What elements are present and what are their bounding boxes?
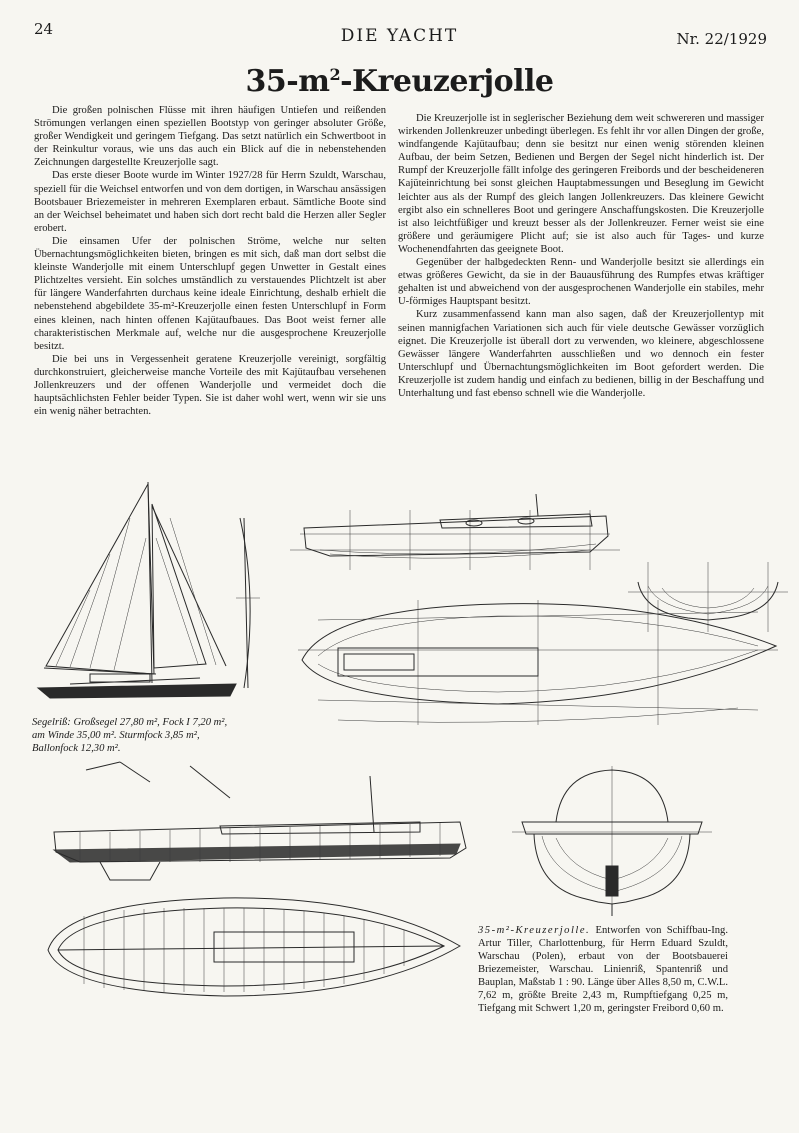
paragraph: Gegenüber der halbgedeckten Renn- und Wanderjolle besitzt sie allerdings ein etwas größeres Gewicht, da sie in der Bauausführung des Rumpfes etwas kräftiger gehalten ist und abweichend von der ausgesprochenen Wanderjolle ein stabiles, mehr U-förmiges Hauptspant besitzt. [398, 257, 764, 308]
lines-plan-profile [290, 490, 620, 580]
construction-plan-view [44, 892, 464, 1002]
left-column [34, 104, 386, 418]
caption-line: Ballonfock 12,30 m². [32, 743, 121, 754]
paragraph: Die Kreuzerjolle ist in seglerischer Beziehung dem weit schwereren und massiger wirkenden Jollenkreuzer unbedingt überlegen. Es fehlt ihr vor allen Dingen der große, windfangende Kajütaufbau; denn sie besitzt nur einen wenig störenden kleinen Aufbau, der beim Setzen, Bedienen und Bergen der Segel nicht hinderlich ist. Der Rumpf der Kreuzerjolle fällt infolge des geringeren Freibords und der bescheideneren Kajüteinrichtung bei sonst gleichen Hauptabmessungen und Beseglung im Gewicht leichter aus als der Rumpf des gleich langen Jollenkreuzers. Das kleinere Gewicht ergibt also ein schnelleres Boot und geringere Anschaffungskosten. Die Kreuzerjolle ist also leichtfüßiger und kreuzt besser als der Jollenkreuzer. Ferner weist sie eine größere und geräumigere Plicht auf; sie ist also auch für Tages- und kurze Wochenendfahrten das geeignete Boot. [398, 113, 764, 255]
caption-line: Segelriß: Großsegel 27,80 m², Fock I 7,20 m², [32, 717, 228, 728]
sail-plan-drawing [30, 478, 270, 710]
construction-profile [40, 762, 480, 882]
paragraph: Die großen polnischen Flüsse mit ihren häufigen Untiefen und reißenden Strömungen verlangen einen speziellen Bootstyp von geringer absoluter Größe, großer Wendigkeit und geringem Tiefgang. Das setzt natürlich ein Schwertboot in der Reinkultur voraus, wie uns das auch ein Blick auf die in nebenstehenden Zeichnungen dargestellte Kreuzerjolle sagt. [34, 105, 386, 169]
caption-body: Entworfen von Schiffbau-Ing. Artur Tiller, Charlottenburg, für Herrn Eduard Szuldt, Warschau (Polen), erbaut von der Bootsbauerei Briezemeister, Warschau. Linienriß, Spantenriß und Bauplan, Maßstab 1 : 90. Länge über Alles 8,50 m, C.W.L. 7,62 m, größte Breite 2,43 m, Rumpftiefgang 0,25 m, Tiefgang mit Schwert 1,20 m, geringster Freibord 0,60 m. [478, 925, 728, 1014]
running-head: DIE YACHT [340, 26, 459, 46]
title-superscript: 2 [329, 65, 341, 84]
sail-plan-caption [32, 716, 302, 755]
paragraph: Das erste dieser Boote wurde im Winter 1927/28 für Herrn Szuldt, Warschau, speziell für die Weichsel entworfen und von dem dortigen, in Warschau ansässigen Bootsbauer Briezemeister in mehreren Exemplaren erbaut. Sämtliche Boote sind an der Weichsel beheimatet und haben sich dort recht bald die Herzen aller Segler erobert. [34, 170, 386, 234]
right-column [398, 112, 764, 400]
title-part-rest: -Kreuzerjolle [340, 64, 554, 99]
issue-number: Nr. 22/1929 [676, 30, 767, 48]
title-part-main: 35-m [245, 64, 330, 99]
caption-line: am Winde 35,00 m². Sturmfock 3,85 m², [32, 730, 200, 741]
page-number: 24 [34, 20, 54, 38]
lines-plan-view [298, 600, 778, 730]
caption-lead: 35-m²-Kreuzerjolle. [478, 925, 591, 936]
body-plan-section [512, 766, 712, 916]
paragraph: Die einsamen Ufer der polnischen Ströme, welche nur selten Übernachtungsmöglichkeiten bieten, bringen es mit sich, daß man dort selbst die kleinste Wanderjolle mit einem Unterschlupf gegen Unwetter in Gestalt eines Plichtzeltes versieht. Ein solches umständlich zu verstauendes Plichtzelt ist aber für längere Wanderfahrten durchaus keine ideale Einrichtung, deshalb erhielt die nebenstehend abgebildete 35-m²-Kreuzerjolle einen festen Unterschlupf in Form eines kleinen, nach hinten offenen Kajütaufbaues. Das Boot weist ferner alle charakteristischen Merkmale auf, welche nur die ausgesprochene Kreuzerjolle besitzt. [34, 235, 386, 352]
description-caption [478, 924, 728, 1015]
paragraph: Die bei uns in Vergessenheit geratene Kreuzerjolle vereinigt, sorgfältig durchkonstruiert, gleicherweise manche Vorteile des mit Kajütaufbau versehenen Jollenkreuzers und der offenen Wanderjolle und vermeidet doch die hauptsächlichsten Fehler beider Typen. Sie ist daher wohl wert, wenn wir sie uns ein wenig näher betrachten. [34, 353, 386, 418]
paragraph: Kurz zusammenfassend kann man also sagen, daß der Kreuzerjollentyp mit seinen mannigfachen Variationen sich auch für viele deutsche Gewässer vorzüglich eignet. Die Kreuzerjolle ist überall dort zu verwenden, wo kleinere, abgeschlossene Gewässer längere Wanderfahrten ausschließen und wo dennoch ein fester Unterschlupf und Übernachtungsmöglichkeiten im Boot gefordert werden. Die Kreuzerjolle ist zudem handig und einfach zu bedienen, billig in der Beschaffung und Unterhaltung und fast ebenso schnell wie die Wanderjolle. [398, 309, 764, 399]
article-title [0, 64, 799, 99]
